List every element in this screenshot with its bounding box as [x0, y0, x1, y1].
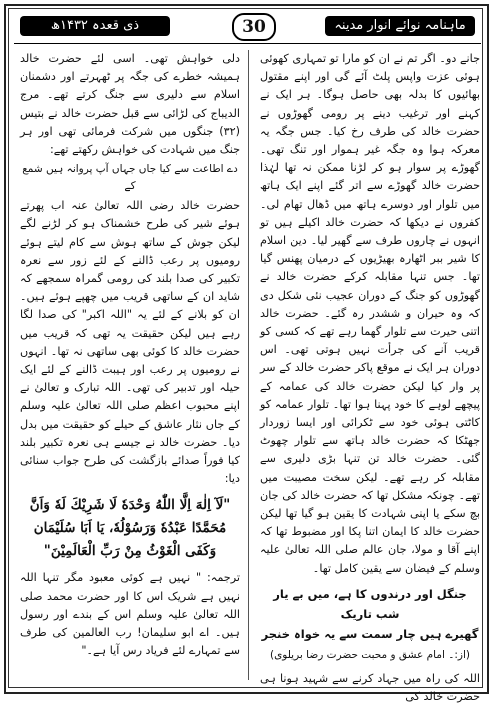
translation-text: ترجمہ: " نہیں ہے کوئی معبود مگر تنہا اللہ نہیں ہے شریک اس کا اور حضرت محمد صلی اللہ تعالیٰ علیہ وسلم اس کے بندے اور رسول ہیں۔ اے ابو سلیمان! رب العالمین کی طرف سے تمہارے لئے فریاد رس آیا ہے۔" — [20, 571, 240, 658]
page-header — [14, 12, 481, 40]
poetry-block — [260, 584, 480, 664]
couplet: دے اطاعت سے کیا جاں جہاں آپ پروانہ ہیں شمع کے — [22, 163, 238, 193]
issue-date-label: ذی قعدہ ۱۴۳۲ھ — [20, 16, 170, 36]
page-number: 30 — [232, 13, 276, 41]
left-column-intro: دلی خواہش تھی۔ اسی لئے حضرت خالد ہمیشہ خطرے کی جگہ پر ٹھہرتے اور دشمنان اسلام سے دلیری سے جنگ کرتے تھے۔ مرج الدیباج کی لڑائی سے قبل حضرت خالد نے بتیس (۳۲) جنگوں میں شرکت فرمائی تھی اور ہر جنگ میں شہادت کی خواہش رکھتے تھے: — [20, 52, 240, 157]
arabic-kalima: "لَآ اِلٰهَ اِلَّا اللّٰهُ وَحْدَهٗ لَا شَرِيْكَ لَهٗ وَاَنَّ مُحَمَّدًا عَبْدُهٗ وَرَسُوْلُهٗ، يَا اَبَا سُلَيْمَان وَكَفَى الْغَوْثُ مِنْ رَبِّ الْعَالَمِيْنَ" — [29, 497, 231, 560]
right-column-text: جانے دو۔ اگر تم نے ان کو مارا تو تمہاری کھوئی ہوئی عزت واپس پلٹ آئے گی اور اپنے مقتول بھائیوں کا بدلہ بھی حاصل ہوگا۔ ہر ایک نے کہنے اور ترغیب دینے پر رومی گھوڑوں نے حضرت خالد کی طرف رخ کیا۔ جس جگہ یہ معرکہ ہوا وہ جگہ غیر ہموار اور تنگ تھی۔ گھوڑے پر سوار ہو کر لڑنا ممکن نہ تھا لہٰذا حضرت خالد گھوڑے سے اتر گئے اپنے ایک ہاتھ میں تلوار اور دوسرے ہاتھ میں ڈھال تھام لی۔ کفروں نے دیکھا کہ حضرت خالد اکیلے ہیں تو انہوں نے چاروں طرف سے گھیر لیا۔ دین اسلام کا شیر ببر اٹھارہ بھیڑیوں کے درمیان پھنس گیا تھا۔ جس تنہا مقابلہ کرکے حضرت خالد نے گھوڑوں کو جنگ کے دوران عجیب نئی شکل دی کہ وہ حیران و ششدر رہ گئے۔ حضرت خالد اتنی حیرت سے تلوار گھما رہے تھے کہ کسی کو قریب آنے کی جرأت نہیں ہوتی تھی۔ اس دوران ہر ایک نے موقع پاکر حضرت خالد کے سر پر وار کیا لیکن حضرت خالد کی عمامہ کے پیچھے لوہے کا خود پہنا ہوا تھا۔ تلوار عمامہ کو کاٹتی ہوئی خود سے ٹکرائی اور ایسا زوردار جھٹکا کہ حضرت خالد ہاتھ سے تلوار چھوٹ گئی۔ حضرت خالد تن تنہا بڑی دلیری سے مقابلہ کر رہے تھے۔ لیکن سخت مصیبت میں تھے۔ چونکہ مشکل تھا کہ حضرت خالد کی جان بچ سکے یا اپنی شہادت کا یقین ہو گیا تھا لیکن حضرت خالد کا ایمان اتنا پکا اور مضبوط تھا کہ اپنے آقا و مولا، جان عالم صلی اللہ تعالیٰ علیہ وسلم کے فیضان سے یقین کامل تھا۔ — [260, 52, 480, 575]
poetry-attribution: (از:۔ امام عشق و محبت حضرت رضا بریلوی) — [269, 648, 471, 661]
poetry-line-1: جنگل اور درندوں کا ہے، میں بے یار شب تاریک — [273, 586, 467, 621]
column-divider — [248, 50, 249, 680]
header-divider — [14, 43, 481, 44]
left-column-body: حضرت خالد رضی اللہ تعالیٰ عنہ اب پھرتے ہوئے شیر کی طرح خشمناک ہو کر لڑنے لگے لیکن جوش کے ساتھ ہوش سے کام لیتے ہوئے رومیوں پر رعب ڈالنے کے لئے زور سے نعرہ تکبیر کی صدا بلند کی رومی گمراہ سمجھے کہ شاید ان کے ساتھی قریب میں چھپے ہوئے ہیں۔ ان کو بلانے کے لئے یہ "اللہ اکبر" کی صدا لگا رہے ہیں لیکن حقیقت یہ تھی کہ قریب میں حضرت خالد کا کوئی بھی ساتھی نہ تھا۔ انہوں نے رومیوں پر رعب اور ہیبت ڈالنے کے لئے ایک حیلہ اور تدبیر کی تھی۔ اللہ تبارک و تعالیٰ نے اپنے محبوب اعظم صلی اللہ تعالیٰ علیہ وسلم کے جاں نثار عاشق کے حیلے کو حقیقت میں بدل دیا۔ حضرت خالد نے جیسے ہی نعرہ تکبیر بلند کیا فوراً صدائے بازگشت کی طرح جواب سنائی دیا: — [20, 199, 240, 486]
poetry-line-2: گھیرے ہیں چار سمت سے یہ خواہ خنجر — [261, 626, 479, 641]
left-column — [20, 50, 240, 682]
right-column — [260, 50, 480, 704]
magazine-title: ماہنامہ نوائے انوار مدینہ — [325, 16, 475, 36]
right-column-closing: اللہ کی راہ میں جہاد کرنے سے شہید ہونا ہی حضرت خالد کی — [260, 672, 480, 704]
